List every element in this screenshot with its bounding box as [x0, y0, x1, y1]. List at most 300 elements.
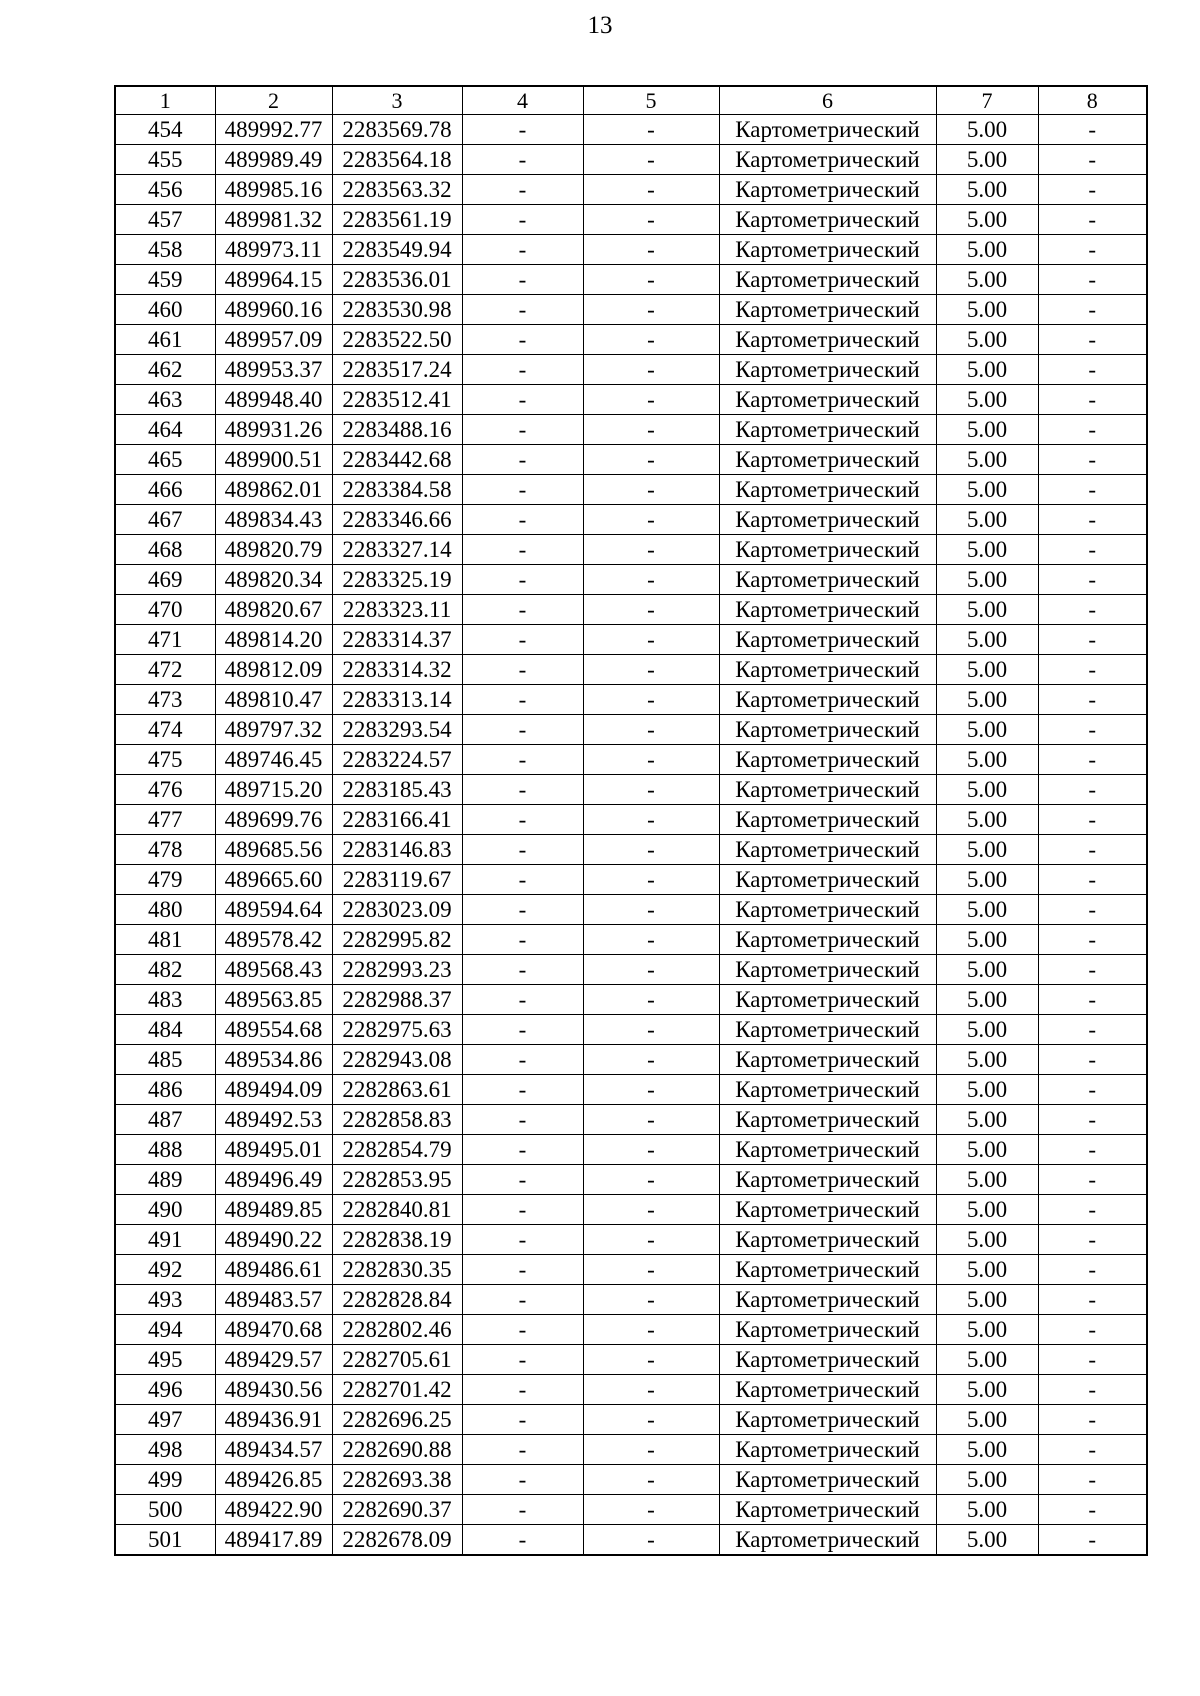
- cell-x-coordinate: 489810.47: [215, 685, 332, 715]
- cell-y-coordinate: 2282828.84: [332, 1285, 462, 1315]
- cell-col-4: -: [462, 745, 583, 775]
- cell-method: Картометрический: [719, 1075, 936, 1105]
- cell-method: Картометрический: [719, 235, 936, 265]
- cell-x-coordinate: 489486.61: [215, 1255, 332, 1285]
- cell-x-coordinate: 489494.09: [215, 1075, 332, 1105]
- table-row: [115, 1165, 1147, 1195]
- cell-col-5: -: [583, 715, 719, 745]
- cell-col-5: -: [583, 1315, 719, 1345]
- table-row: [115, 1255, 1147, 1285]
- cell-x-coordinate: 489496.49: [215, 1165, 332, 1195]
- cell-col-8: -: [1038, 505, 1147, 535]
- cell-y-coordinate: 2283561.19: [332, 205, 462, 235]
- cell-point-number: 486: [115, 1075, 215, 1105]
- cell-precision: 5.00: [936, 505, 1038, 535]
- cell-x-coordinate: 489820.34: [215, 565, 332, 595]
- cell-method: Картометрический: [719, 295, 936, 325]
- cell-y-coordinate: 2283323.11: [332, 595, 462, 625]
- column-header-6: 6: [719, 86, 936, 115]
- page-number: 13: [587, 12, 613, 39]
- cell-x-coordinate: 489820.79: [215, 535, 332, 565]
- cell-x-coordinate: 489470.68: [215, 1315, 332, 1345]
- cell-y-coordinate: 2282975.63: [332, 1015, 462, 1045]
- cell-col-4: -: [462, 1045, 583, 1075]
- cell-col-8: -: [1038, 1375, 1147, 1405]
- cell-col-4: -: [462, 1225, 583, 1255]
- cell-col-5: -: [583, 1045, 719, 1075]
- cell-y-coordinate: 2283549.94: [332, 235, 462, 265]
- cell-y-coordinate: 2283512.41: [332, 385, 462, 415]
- column-header-4: 4: [462, 86, 583, 115]
- cell-col-8: -: [1038, 1405, 1147, 1435]
- cell-col-4: -: [462, 265, 583, 295]
- cell-col-5: -: [583, 685, 719, 715]
- cell-y-coordinate: 2282678.09: [332, 1525, 462, 1556]
- cell-method: Картометрический: [719, 1375, 936, 1405]
- cell-point-number: 474: [115, 715, 215, 745]
- cell-point-number: 481: [115, 925, 215, 955]
- cell-precision: 5.00: [936, 775, 1038, 805]
- cell-y-coordinate: 2282701.42: [332, 1375, 462, 1405]
- cell-col-5: -: [583, 745, 719, 775]
- cell-point-number: 465: [115, 445, 215, 475]
- cell-precision: 5.00: [936, 1375, 1038, 1405]
- cell-x-coordinate: 489430.56: [215, 1375, 332, 1405]
- table-row: [115, 235, 1147, 265]
- cell-col-8: -: [1038, 175, 1147, 205]
- cell-precision: 5.00: [936, 1255, 1038, 1285]
- column-header-3: 3: [332, 86, 462, 115]
- cell-y-coordinate: 2282988.37: [332, 985, 462, 1015]
- table-row: [115, 1345, 1147, 1375]
- cell-precision: 5.00: [936, 955, 1038, 985]
- cell-col-5: -: [583, 1255, 719, 1285]
- table-row: [115, 535, 1147, 565]
- cell-x-coordinate: 489960.16: [215, 295, 332, 325]
- cell-col-5: -: [583, 145, 719, 175]
- cell-col-4: -: [462, 1405, 583, 1435]
- cell-point-number: 498: [115, 1435, 215, 1465]
- cell-col-5: -: [583, 625, 719, 655]
- cell-col-5: -: [583, 655, 719, 685]
- cell-x-coordinate: 489820.67: [215, 595, 332, 625]
- cell-x-coordinate: 489992.77: [215, 115, 332, 145]
- cell-col-8: -: [1038, 955, 1147, 985]
- cell-col-8: -: [1038, 1435, 1147, 1465]
- cell-col-4: -: [462, 1345, 583, 1375]
- table-row: [115, 415, 1147, 445]
- cell-col-5: -: [583, 1105, 719, 1135]
- cell-method: Картометрический: [719, 955, 936, 985]
- cell-y-coordinate: 2283224.57: [332, 745, 462, 775]
- cell-y-coordinate: 2283563.32: [332, 175, 462, 205]
- cell-method: Картометрический: [719, 685, 936, 715]
- cell-method: Картометрический: [719, 595, 936, 625]
- cell-col-8: -: [1038, 775, 1147, 805]
- cell-col-4: -: [462, 865, 583, 895]
- cell-x-coordinate: 489534.86: [215, 1045, 332, 1075]
- cell-method: Картометрический: [719, 415, 936, 445]
- cell-y-coordinate: 2282802.46: [332, 1315, 462, 1345]
- cell-method: Картометрический: [719, 1435, 936, 1465]
- cell-col-4: -: [462, 475, 583, 505]
- cell-col-5: -: [583, 1405, 719, 1435]
- cell-method: Картометрический: [719, 1405, 936, 1435]
- table-row: [115, 1045, 1147, 1075]
- cell-point-number: 459: [115, 265, 215, 295]
- cell-col-4: -: [462, 565, 583, 595]
- cell-x-coordinate: 489422.90: [215, 1495, 332, 1525]
- cell-y-coordinate: 2283522.50: [332, 325, 462, 355]
- cell-method: Картометрический: [719, 175, 936, 205]
- cell-col-4: -: [462, 295, 583, 325]
- cell-col-4: -: [462, 205, 583, 235]
- cell-col-4: -: [462, 1315, 583, 1345]
- cell-method: Картометрический: [719, 1135, 936, 1165]
- cell-precision: 5.00: [936, 865, 1038, 895]
- cell-precision: 5.00: [936, 355, 1038, 385]
- cell-col-8: -: [1038, 1225, 1147, 1255]
- cell-precision: 5.00: [936, 1165, 1038, 1195]
- cell-method: Картометрический: [719, 1165, 936, 1195]
- cell-col-8: -: [1038, 1075, 1147, 1105]
- cell-point-number: 484: [115, 1015, 215, 1045]
- column-header-1: 1: [115, 86, 215, 115]
- cell-point-number: 483: [115, 985, 215, 1015]
- cell-precision: 5.00: [936, 385, 1038, 415]
- cell-x-coordinate: 489417.89: [215, 1525, 332, 1556]
- table-row: [115, 985, 1147, 1015]
- cell-col-5: -: [583, 1525, 719, 1556]
- cell-col-5: -: [583, 955, 719, 985]
- cell-col-8: -: [1038, 1495, 1147, 1525]
- table-row: [115, 745, 1147, 775]
- cell-col-4: -: [462, 445, 583, 475]
- cell-method: Картометрический: [719, 1105, 936, 1135]
- cell-col-8: -: [1038, 415, 1147, 445]
- cell-y-coordinate: 2282838.19: [332, 1225, 462, 1255]
- cell-y-coordinate: 2282840.81: [332, 1195, 462, 1225]
- column-header-7: 7: [936, 86, 1038, 115]
- cell-point-number: 463: [115, 385, 215, 415]
- cell-x-coordinate: 489834.43: [215, 505, 332, 535]
- table-row: [115, 1465, 1147, 1495]
- cell-col-4: -: [462, 415, 583, 445]
- table-body: [115, 115, 1147, 1556]
- cell-col-4: -: [462, 1015, 583, 1045]
- cell-method: Картометрический: [719, 715, 936, 745]
- cell-precision: 5.00: [936, 925, 1038, 955]
- cell-precision: 5.00: [936, 1345, 1038, 1375]
- cell-col-4: -: [462, 1135, 583, 1165]
- cell-col-5: -: [583, 355, 719, 385]
- cell-point-number: 491: [115, 1225, 215, 1255]
- column-header-5: 5: [583, 86, 719, 115]
- cell-col-5: -: [583, 175, 719, 205]
- cell-col-8: -: [1038, 835, 1147, 865]
- cell-point-number: 460: [115, 295, 215, 325]
- cell-precision: 5.00: [936, 1285, 1038, 1315]
- cell-precision: 5.00: [936, 1525, 1038, 1556]
- cell-method: Картометрический: [719, 355, 936, 385]
- cell-col-8: -: [1038, 385, 1147, 415]
- cell-point-number: 478: [115, 835, 215, 865]
- cell-y-coordinate: 2283185.43: [332, 775, 462, 805]
- cell-x-coordinate: 489981.32: [215, 205, 332, 235]
- table-row: [115, 925, 1147, 955]
- cell-point-number: 492: [115, 1255, 215, 1285]
- cell-y-coordinate: 2283442.68: [332, 445, 462, 475]
- cell-point-number: 456: [115, 175, 215, 205]
- cell-x-coordinate: 489931.26: [215, 415, 332, 445]
- cell-x-coordinate: 489957.09: [215, 325, 332, 355]
- cell-y-coordinate: 2282854.79: [332, 1135, 462, 1165]
- cell-col-8: -: [1038, 1285, 1147, 1315]
- table-row: [115, 385, 1147, 415]
- cell-y-coordinate: 2282993.23: [332, 955, 462, 985]
- cell-point-number: 470: [115, 595, 215, 625]
- cell-precision: 5.00: [936, 1465, 1038, 1495]
- cell-col-4: -: [462, 805, 583, 835]
- cell-method: Картометрический: [719, 865, 936, 895]
- cell-method: Картометрический: [719, 565, 936, 595]
- table-row: [115, 295, 1147, 325]
- column-header-2: 2: [215, 86, 332, 115]
- table-row: [115, 475, 1147, 505]
- cell-col-4: -: [462, 1285, 583, 1315]
- cell-point-number: 473: [115, 685, 215, 715]
- table-row: [115, 445, 1147, 475]
- cell-col-5: -: [583, 535, 719, 565]
- cell-col-5: -: [583, 325, 719, 355]
- cell-method: Картометрический: [719, 895, 936, 925]
- cell-col-5: -: [583, 1165, 719, 1195]
- cell-x-coordinate: 489483.57: [215, 1285, 332, 1315]
- cell-col-8: -: [1038, 1015, 1147, 1045]
- table-row: [115, 325, 1147, 355]
- cell-col-4: -: [462, 955, 583, 985]
- cell-x-coordinate: 489434.57: [215, 1435, 332, 1465]
- cell-precision: 5.00: [936, 535, 1038, 565]
- cell-col-4: -: [462, 1465, 583, 1495]
- cell-precision: 5.00: [936, 595, 1038, 625]
- cell-method: Картометрический: [719, 925, 936, 955]
- cell-point-number: 500: [115, 1495, 215, 1525]
- cell-col-5: -: [583, 1285, 719, 1315]
- cell-col-4: -: [462, 655, 583, 685]
- cell-col-8: -: [1038, 205, 1147, 235]
- table-row: [115, 355, 1147, 385]
- cell-method: Картометрический: [719, 115, 936, 145]
- cell-point-number: 455: [115, 145, 215, 175]
- table-row: [115, 1495, 1147, 1525]
- cell-y-coordinate: 2282943.08: [332, 1045, 462, 1075]
- cell-col-5: -: [583, 805, 719, 835]
- cell-point-number: 467: [115, 505, 215, 535]
- cell-col-4: -: [462, 595, 583, 625]
- table-row: [115, 685, 1147, 715]
- cell-precision: 5.00: [936, 235, 1038, 265]
- cell-col-5: -: [583, 1465, 719, 1495]
- cell-col-8: -: [1038, 1105, 1147, 1135]
- cell-y-coordinate: 2283314.32: [332, 655, 462, 685]
- cell-col-4: -: [462, 1495, 583, 1525]
- cell-col-8: -: [1038, 925, 1147, 955]
- cell-method: Картометрический: [719, 1255, 936, 1285]
- cell-col-8: -: [1038, 625, 1147, 655]
- cell-col-5: -: [583, 295, 719, 325]
- cell-x-coordinate: 489989.49: [215, 145, 332, 175]
- cell-col-8: -: [1038, 565, 1147, 595]
- table-row: [115, 835, 1147, 865]
- cell-point-number: 471: [115, 625, 215, 655]
- cell-col-4: -: [462, 535, 583, 565]
- header-row: [115, 86, 1147, 115]
- cell-point-number: 482: [115, 955, 215, 985]
- cell-point-number: 494: [115, 1315, 215, 1345]
- cell-x-coordinate: 489985.16: [215, 175, 332, 205]
- cell-x-coordinate: 489862.01: [215, 475, 332, 505]
- cell-col-8: -: [1038, 985, 1147, 1015]
- cell-y-coordinate: 2283536.01: [332, 265, 462, 295]
- cell-col-4: -: [462, 925, 583, 955]
- cell-point-number: 497: [115, 1405, 215, 1435]
- cell-precision: 5.00: [936, 625, 1038, 655]
- cell-y-coordinate: 2283313.14: [332, 685, 462, 715]
- cell-precision: 5.00: [936, 1435, 1038, 1465]
- cell-precision: 5.00: [936, 1225, 1038, 1255]
- cell-precision: 5.00: [936, 175, 1038, 205]
- cell-method: Картометрический: [719, 1495, 936, 1525]
- cell-point-number: 485: [115, 1045, 215, 1075]
- table-row: [115, 505, 1147, 535]
- cell-method: Картометрический: [719, 145, 936, 175]
- table-row: [115, 1105, 1147, 1135]
- cell-col-5: -: [583, 1435, 719, 1465]
- cell-y-coordinate: 2283146.83: [332, 835, 462, 865]
- cell-y-coordinate: 2282693.38: [332, 1465, 462, 1495]
- cell-y-coordinate: 2282690.88: [332, 1435, 462, 1465]
- cell-col-8: -: [1038, 1525, 1147, 1556]
- cell-method: Картометрический: [719, 1345, 936, 1375]
- cell-y-coordinate: 2282858.83: [332, 1105, 462, 1135]
- cell-x-coordinate: 489436.91: [215, 1405, 332, 1435]
- cell-col-8: -: [1038, 805, 1147, 835]
- cell-x-coordinate: 489746.45: [215, 745, 332, 775]
- cell-col-8: -: [1038, 1465, 1147, 1495]
- cell-col-5: -: [583, 775, 719, 805]
- table-row: [115, 1015, 1147, 1045]
- cell-precision: 5.00: [936, 145, 1038, 175]
- cell-y-coordinate: 2283119.67: [332, 865, 462, 895]
- table-row: [115, 1075, 1147, 1105]
- cell-x-coordinate: 489953.37: [215, 355, 332, 385]
- cell-col-5: -: [583, 1345, 719, 1375]
- cell-col-5: -: [583, 595, 719, 625]
- cell-point-number: 461: [115, 325, 215, 355]
- cell-method: Картометрический: [719, 1015, 936, 1045]
- cell-point-number: 466: [115, 475, 215, 505]
- cell-y-coordinate: 2283023.09: [332, 895, 462, 925]
- cell-col-5: -: [583, 265, 719, 295]
- cell-x-coordinate: 489554.68: [215, 1015, 332, 1045]
- cell-precision: 5.00: [936, 265, 1038, 295]
- cell-precision: 5.00: [936, 1195, 1038, 1225]
- table-row: [115, 715, 1147, 745]
- table-row: [115, 895, 1147, 925]
- cell-col-8: -: [1038, 445, 1147, 475]
- cell-y-coordinate: 2283327.14: [332, 535, 462, 565]
- cell-col-5: -: [583, 505, 719, 535]
- cell-x-coordinate: 489563.85: [215, 985, 332, 1015]
- cell-col-5: -: [583, 1375, 719, 1405]
- table-row: [115, 955, 1147, 985]
- cell-col-4: -: [462, 775, 583, 805]
- cell-x-coordinate: 489578.42: [215, 925, 332, 955]
- cell-point-number: 480: [115, 895, 215, 925]
- table-row: [115, 1375, 1147, 1405]
- table-header: [115, 86, 1147, 115]
- cell-method: Картометрический: [719, 655, 936, 685]
- cell-method: Картометрический: [719, 985, 936, 1015]
- cell-y-coordinate: 2283488.16: [332, 415, 462, 445]
- cell-y-coordinate: 2282853.95: [332, 1165, 462, 1195]
- cell-point-number: 462: [115, 355, 215, 385]
- table-row: [115, 1435, 1147, 1465]
- cell-precision: 5.00: [936, 1405, 1038, 1435]
- table-row: [115, 1405, 1147, 1435]
- cell-point-number: 493: [115, 1285, 215, 1315]
- table-row: [115, 145, 1147, 175]
- cell-col-8: -: [1038, 145, 1147, 175]
- cell-precision: 5.00: [936, 1105, 1038, 1135]
- cell-x-coordinate: 489812.09: [215, 655, 332, 685]
- cell-y-coordinate: 2282830.35: [332, 1255, 462, 1285]
- cell-point-number: 475: [115, 745, 215, 775]
- cell-y-coordinate: 2283293.54: [332, 715, 462, 745]
- table-row: [115, 1135, 1147, 1165]
- table-row: [115, 265, 1147, 295]
- cell-method: Картометрический: [719, 205, 936, 235]
- cell-col-8: -: [1038, 715, 1147, 745]
- cell-method: Картометрический: [719, 835, 936, 865]
- cell-x-coordinate: 489964.15: [215, 265, 332, 295]
- cell-col-8: -: [1038, 895, 1147, 925]
- cell-method: Картометрический: [719, 625, 936, 655]
- table-row: [115, 205, 1147, 235]
- table-row: [115, 565, 1147, 595]
- cell-method: Картометрический: [719, 475, 936, 505]
- cell-col-5: -: [583, 835, 719, 865]
- cell-precision: 5.00: [936, 1135, 1038, 1165]
- cell-col-4: -: [462, 1255, 583, 1285]
- cell-precision: 5.00: [936, 895, 1038, 925]
- cell-col-5: -: [583, 1195, 719, 1225]
- cell-col-5: -: [583, 1495, 719, 1525]
- cell-col-5: -: [583, 205, 719, 235]
- cell-col-4: -: [462, 685, 583, 715]
- cell-col-8: -: [1038, 1045, 1147, 1075]
- cell-y-coordinate: 2282863.61: [332, 1075, 462, 1105]
- cell-y-coordinate: 2283517.24: [332, 355, 462, 385]
- cell-col-4: -: [462, 835, 583, 865]
- cell-y-coordinate: 2283530.98: [332, 295, 462, 325]
- cell-precision: 5.00: [936, 565, 1038, 595]
- cell-method: Картометрический: [719, 1285, 936, 1315]
- cell-col-5: -: [583, 115, 719, 145]
- cell-point-number: 468: [115, 535, 215, 565]
- cell-precision: 5.00: [936, 415, 1038, 445]
